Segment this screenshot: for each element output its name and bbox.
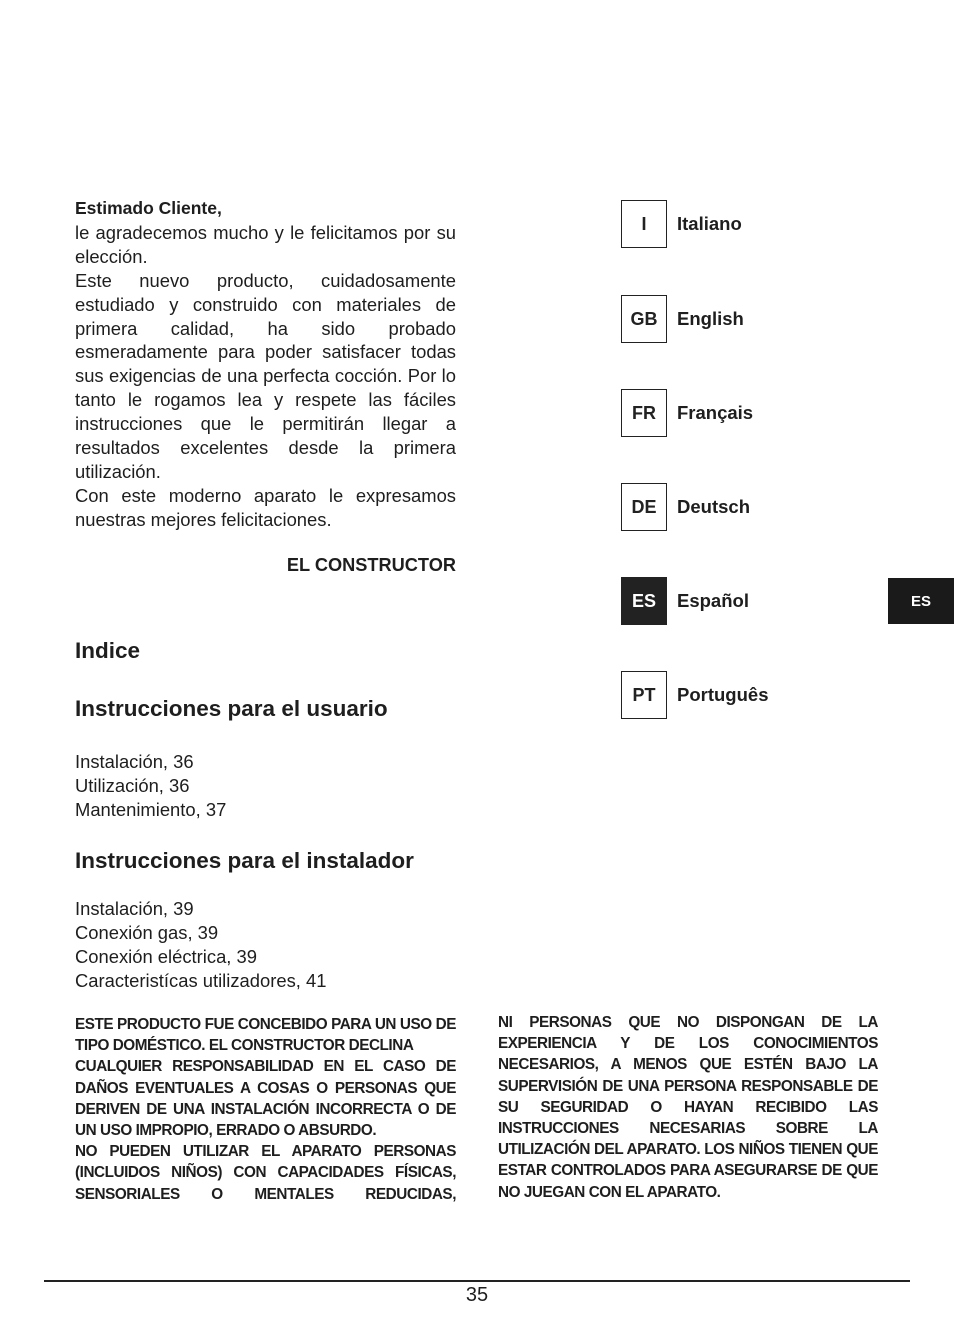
language-name: Deutsch (677, 496, 750, 517)
installer-section-title: Instrucciones para el instalador (75, 848, 414, 873)
toc-item[interactable]: Instalación, 39 (75, 898, 194, 919)
safety-warning-right (498, 1012, 878, 1203)
welcome-letter (75, 197, 456, 532)
language-name: Italiano (677, 213, 742, 234)
user-section-title: Instrucciones para el usuario (75, 696, 388, 721)
toc-item[interactable]: Conexión eléctrica, 39 (75, 946, 257, 967)
toc-item[interactable]: Utilización, 36 (75, 775, 190, 796)
language-item-francais[interactable] (621, 389, 753, 437)
language-item-italiano[interactable] (621, 200, 742, 248)
toc-item[interactable]: Instalación, 36 (75, 751, 194, 772)
installer-toc-list (75, 897, 326, 993)
language-name: Español (677, 590, 749, 611)
warning-paragraph: NO PUEDEN UTILIZAR EL APARATO PERSONAS (INCLUIDOS NIÑOS) CON CAPACIDADES FÍSICAS, SENSORIALES O MENTALES REDUCIDAS, (75, 1143, 456, 1203)
letter-greeting: Estimado Cliente, (75, 198, 222, 218)
language-code: ES (621, 577, 667, 625)
page-number: 35 (465, 1284, 489, 1306)
language-code: GB (621, 295, 667, 343)
language-code: DE (621, 483, 667, 531)
language-name: Português (677, 684, 769, 705)
language-code: FR (621, 389, 667, 437)
warning-paragraph: NI PERSONAS QUE NO DISPONGAN DE LA EXPERIENCIA Y DE LOS CONOCIMIENTOS NECESARIOS, A MENOS QUE ESTÉN BAJO LA SUPERVISIÓN DE UNA PERSONA RESPONSABLE DE SU SEGURIDAD O HAYAN RECIBIDO LAS INSTRUCCIONES NECESARIAS SOBRE LA UTILIZACIÓN DEL APARATO. LOS NIÑOS TIENEN QUE ESTAR CONTROLADOS PARA ASEGURARSE DE QUE NO JUEGAN CON EL APARATO. (498, 1014, 878, 1201)
letter-signature: EL CONSTRUCTOR (286, 555, 456, 575)
letter-paragraph: le agradecemos mucho y le felicitamos por su elección. (75, 221, 456, 267)
language-item-deutsch[interactable] (621, 483, 750, 531)
toc-item[interactable]: Conexión gas, 39 (75, 922, 219, 943)
toc-item[interactable]: Caracteristícas utilizadores, 41 (75, 970, 327, 991)
language-item-english[interactable] (621, 295, 744, 343)
letter-paragraph: Con este moderno aparato le expresamos nuestras mejores felicitaciones. (75, 484, 456, 530)
safety-warning-left (75, 1014, 456, 1205)
language-code: PT (621, 671, 667, 719)
language-item-portugues[interactable] (621, 671, 768, 719)
letter-paragraph: Este nuevo producto, cuidadosamente estudiado y construido con materiales de primera calidad, ha sido probado esmeradamente para poder satisfacer todas sus exigencias de una perfecta cocción. Por lo tanto le rogamos lea y respete las fáciles instrucciones que le permitirán llegar a resultados excelentes desde la primera utilización. (75, 269, 456, 482)
user-toc-list (75, 750, 226, 822)
footer-divider (44, 1280, 910, 1282)
warning-paragraph: CUALQUIER RESPONSABILIDAD EN EL CASO DE DAÑOS EVENTUALES A COSAS O PERSONAS QUE DERIVEN DE UNA INSTALACIÓN INCORRECTA O DE UN USO IMPROPIO, ERRADO O ABSURDO. (75, 1058, 456, 1140)
language-code: I (621, 200, 667, 248)
language-item-espanol[interactable] (621, 577, 749, 625)
toc-item[interactable]: Mantenimiento, 37 (75, 799, 227, 820)
language-name: English (677, 308, 744, 329)
index-title: Indice (75, 638, 141, 663)
language-name: Français (677, 402, 754, 423)
warning-paragraph: ESTE PRODUCTO FUE CONCEBIDO PARA UN USO DE TIPO DOMÉSTICO. EL CONSTRUCTOR DECLINA (75, 1016, 456, 1055)
language-side-tab[interactable]: ES (888, 578, 954, 624)
